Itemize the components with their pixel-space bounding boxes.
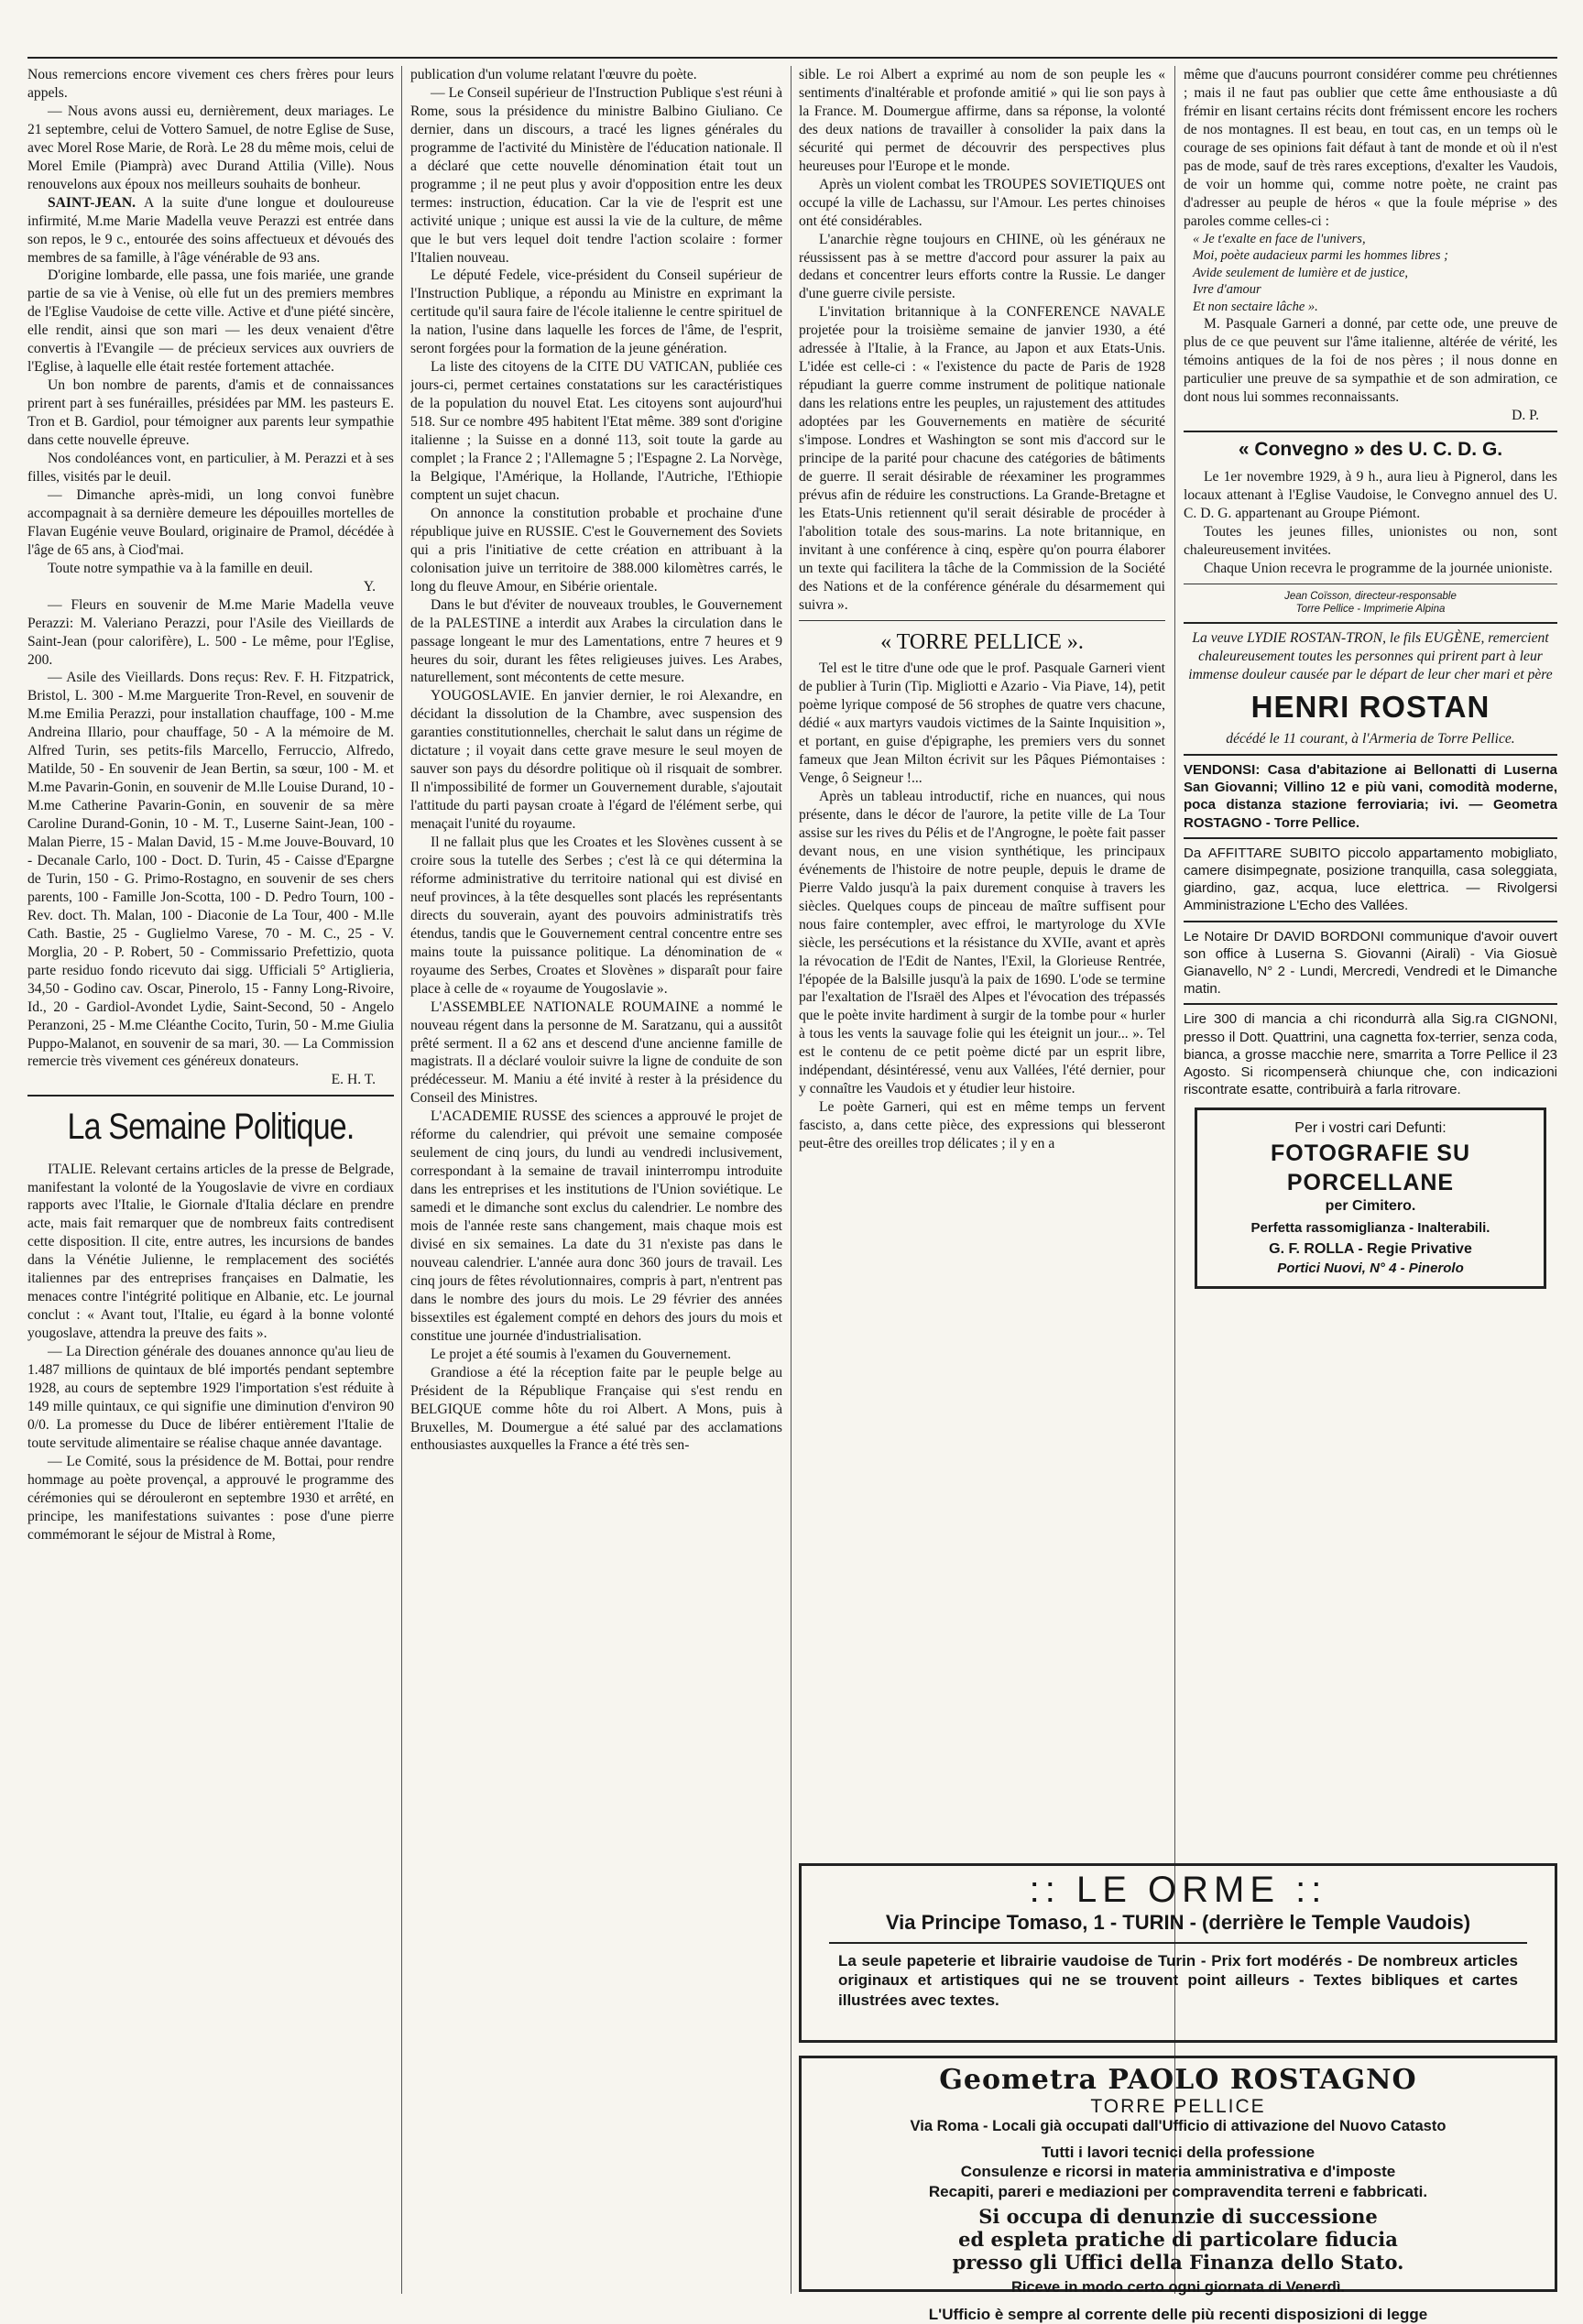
ad-address: Via Roma - Locali già occupati dall'Ufficio di attivazione del Nuovo Catasto <box>910 2118 1447 2134</box>
ad-line: Riceve in modo certo ogni giornata di Venerdì. <box>1011 2279 1345 2297</box>
column-2 <box>410 66 782 2294</box>
ad-line: Perfetta rassomiglianza - Inalterabili. <box>1250 1220 1490 1237</box>
ad-line: Si occupa di denunzie di successione <box>978 2204 1378 2228</box>
paragraph: L'anarchie règne toujours en CHINE, où les généraux ne réussissent pas à se mettre d'accord pour assurer la paix au dedans et concentrer leurs efforts contre la Russie. Le danger d'une guerre civile persiste. <box>799 231 1165 302</box>
signature: E. H. T. <box>331 1072 376 1088</box>
ad-le-orme <box>799 1863 1557 2043</box>
imprint-director: Jean Coïsson, directeur-responsable <box>1284 590 1457 602</box>
paragraph: Grandiose a été la réception faite par le peuple belge au Président de la République Française qui s'est rendu en BELGIQUE comme hôte du roi Albert. A Mons, puis à Bruxelles, M. Doumergue a été salué par des acclamations enthousiastes auxquelles la France a été très sen- <box>410 1364 782 1454</box>
paragraph: — Dimanche après-midi, un long convoi funèbre accompagnait à sa dernière demeure les dépouilles mortelles de Flavan Eugénie veuve Boulard, originaire de Pramol, décédée à l'âge de 65 ans, à Ciod'mai. <box>27 486 394 558</box>
divider <box>1184 431 1557 432</box>
ad-notaire: Le Notaire Dr DAVID BORDONI communique d'avoir ouvert son office à Luserna S. Giovanni (Airali) - Via Giosuè Gianavello, N° 2 - Lundi, Mercredi, Vendredi et le Dimanche matin. <box>1184 928 1557 998</box>
ad-geometra <box>799 2056 1557 2324</box>
paragraph: Le 1er novembre 1929, à 9 h., aura lieu à Pignerol, dans les locaux attenant à l'Eglise Vaudoise, le Convegno annuel des U. C. D. G. appartenant au Groupe Piémont. <box>1184 468 1557 521</box>
divider <box>829 1942 1527 1944</box>
ad-footer: L'Ufficio è sempre al corrente delle più recenti disposizioni di legge <box>928 2306 1428 2324</box>
ad-line: Tutti i lavori tecnici della professione <box>1041 2144 1316 2161</box>
paragraph: Toute notre sympathie va à la famille en deuil. <box>48 560 313 576</box>
ad-line: ed espleta pratiche di particolare fiducia <box>958 2227 1398 2251</box>
paragraph: — Fleurs en souvenir de M.me Marie Madella veuve Perazzi: M. Valeriano Perazzi, pour l'Asile des Vieillards de Saint-Jean (pour calorifère), L. 500 - Le même, pour l'Eglise, 200. <box>27 596 394 668</box>
paragraph: M. Pasquale Garneri a donné, par cette ode, une preuve de plus de ce que peuvent sur l'âme italienne, altérée de vérité, les témoins antiques de la foi de nos pères ; il nous donne en particulier une preuve de sa sympathie et de son admiration, ce dont nous lui sommes reconnaissants. <box>1184 316 1557 406</box>
ad-line: per Cimitero. <box>1325 1197 1416 1214</box>
paragraph: — Le Comité, sous la présidence de M. Bottai, pour rendre hommage au poète provençal, a approuvé le programme des cérémonies qui se dérouleront en septembre 1930 et arrêté, en principe, les manifestations suivantes : pose d'une pierre commémorant le séjour de Mistral à Rome, <box>27 1453 394 1543</box>
poem-line: Avide seulement de lumière et de justice, <box>1193 265 1409 280</box>
signature: D. P. <box>1512 408 1539 424</box>
ad-text: La seule papeterie et librairie vaudoise de Turin - Prix fort modérés - De nombreux articles originaux et artistiques qui ne se trouvent point ailleurs - Textes bibliques et cartes illustrées avec textes. <box>838 1952 1518 2009</box>
paragraph: L'invitation britannique à la CONFERENCE NAVALE projetée pour la troisième semaine de janvier 1930, a été adressée à l'Italie, à la France, au Japon et aux Etats-Unis. L'idée est celle-ci : « l'existence du pacte de Paris de 1928 répudiant la guerre comme instrument de politique nationale dans les relations entre les peuples, un rajustement des attitudes adoptées par les Gouvernements en matière de sécurité s'impose. Londres et Washington se sont mis d'accord sur le principe de la parité pour chacune des catégories de bâtiments de guerre. Il serait désirable de réexaminer les programmes prévus afin de réduire les constructions. La Grande-Bretagne et les Etats-Unis retiennent qu'il serait désirable de procéder à l'abolition totale des sous-marins. La note britannique, en invitant à une conférence à cinq, espère qu'on pourra élaborer un texte qui facilitera la tâche de la Commission de la Société des Nations et de la conférence générale du désarmement qui suivra ». <box>799 304 1165 613</box>
divider <box>1184 622 1557 624</box>
paragraph: Le poète Garneri, qui est en même temps un fervent fascisto, a, dans cette pièce, des expressions qui blesseront peut-être des oreilles trop délicates ; il y en a <box>799 1099 1165 1152</box>
column-1 <box>27 66 394 2294</box>
paragraph: Un bon nombre de parents, d'amis et de connaissances prirent part à ses funérailles, présidées par MM. les pasteurs E. Tron et B. Gardiol, pour témoigner aux parents leur sympathie dans cette nouvelle épreuve. <box>27 377 394 449</box>
section-title: « Convegno » des U. C. D. G. <box>1238 439 1503 461</box>
ad-line: Consulenze e ricorsi in materia amministrativa e d'imposte <box>960 2163 1396 2181</box>
paragraph: — Nous avons aussi eu, dernièrement, deux mariages. Le 21 septembre, celui de Vottero Samuel, de notre Eglise de Suse, avec Morel Rose Marie, de Rorà. Le 28 du même mois, celui de Morel Emile (Piamprà) avec Durand Attilia (Ville). Nous renouvelons aux époux nos meilleurs souhaits de bonheur. <box>27 103 394 192</box>
paragraph: sible. Le roi Albert a exprimé au nom de son peuple les « sentiments d'inaltérable et profonde amitié » qui lie son pays à la France. M. Doumergue affirme, dans sa réponse, la volonté des deux nations de travailler à consolider la paix dans la sécurité qui permet de découvrir des perspectives plus heureuses pour l'Europe et le monde. <box>799 67 1165 174</box>
paragraph: On annonce la constitution probable et prochaine d'une république juive en RUSSIE. C'est le Gouvernement des Soviets qui a pris l'initiative de cette création en attribuant à la colonisation juive un territoire de 388.000 kilomètres carrés, le long du fleuve Amour, en Sibérie orientale. <box>410 505 782 595</box>
paragraph: L'ASSEMBLEE NATIONALE ROUMAINE a nommé le nouveau régent dans la personne de M. Saratzanu, qui a aussitôt prêté serment. Il a 62 ans et descend d'une ancienne famille de magistrats. Il a déclaré vouloir suivre la ligne de conduite de son prédécesseur. M. Maniu a été invité à rester à la présidence du Conseil des Ministres. <box>410 998 782 1107</box>
paragraph: Nous remercions encore vivement ces chers frères pour leurs appels. <box>27 67 394 101</box>
paragraph: ITALIE. Relevant certains articles de la presse de Belgrade, manifestant la volonté de la Yougoslavie de vivre en cordiaux rapports avec l'Italie, le Giornale d'Italia déclare en prendre acte, mais fait remarquer que de nombreux faits contredisent cette disposition. Il cite, entre autres, les incursions de bandes dans la Vénétie Julienne, le remplacement des sociétés italiennes par des entreprises françaises en Dalmatie, les menaces contre l'intégrité politique en Albanie, etc. Le journal conclut : « Avant tout, l'Italie, eu égard à la bonne volonté yougoslave, attendra la preuve des faits ». <box>27 1161 394 1342</box>
paragraph: publication d'un volume relatant l'œuvre du poète. <box>410 67 697 82</box>
section-label: SAINT-JEAN. <box>48 194 136 211</box>
divider <box>799 620 1165 621</box>
paragraph: Le député Fedele, vice-président du Conseil supérieur de l'Instruction Publique, a répondu au Ministre en exprimant la certitude qu'il saura faire de l'école italienne le centre spirituel de la nation, l'usine dans laquelle les forces de l'âme, de l'esprit, seront forgées pour la formation de la jeune génération. <box>410 267 782 357</box>
ad-subtitle: Via Principe Tomaso, 1 - TURIN - (derrière le Temple Vaudois) <box>885 1911 1471 1934</box>
poem-line: Et non sectaire lâche ». <box>1193 299 1318 314</box>
obituary-text: La veuve LYDIE ROSTAN-TRON, le fils EUGÈNE, remercient chaleureusement toutes les personnes qui prirent part à leur immense douleur causée par le départ de leur cher mari et père <box>1188 630 1553 682</box>
paragraph: — Asile des Vieillards. Dons reçus: Rev. F. H. Fitzpatrick, Bristol, L. 300 - M.me Marguerite Tron-Revel, en souvenir de M.me Emilia Perazzi, pour installation chauffage, 100 - M.me Andreina Illario, pour chauffage, 50 - A la mémoire de M. Alfred Turin, ses petits-fils Marcello, Ferruccio, Alfredo, Matilde, 50 - En souvenir de Jean Bertin, sa sœur, 100 - M. et M.me Pavarin-Gonin, en souvenir de M.lle Louise Durand, 10 - M.me Catherine Pavarin-Gonin, en souvenir de sa mère Caroline Durand-Gonin, 10 - M. T., Luserne Saint-Jean, 100 - Malan Pierre, 15 - Malan David, 15 - M.me Jouve-Bouvard, 10 - Decanale Carlo, 100 - Doct. D. Turin, 45 - Caisse d'Epargne de Turin, 150 - G. Primo-Rostagno, en souvenir de ses chers parents, 100 - Famille Jon-Scotta, 100 - D. Pedro Tourn, 100 - Rev. doct. Th. Malan, 100 - Diaconie de La Tour, 400 - M.lle Cath. Bastie, 25 - Guglielmo Varese, 70 - M. C., 25 - V. Morglia, 20 - P. Robert, 50 - Commissario Prefettizio, quota parte residuo fondo ricevuto dai sigg. Ufficiali 5° Artiglieria, 34,50 - Godino cav. Oscar, Pinerolo, 15 - Fanny Long-Rivoire, Id., 20 - Gardiol-Avondet Lydie, Saint-Second, 50 - Angelo Peranzoni, 25 - M.me Cléanthe Cocito, Turin, 50 - M.me Giulia Puppo-Malanot, en souvenir de sa mari, 30. — La Commission remercie très vivement ces généreux donateurs. <box>27 670 394 1070</box>
section-title: « TORRE PELLICE ». <box>880 629 1084 654</box>
poem-line: « Je t'exalte en face de l'univers, <box>1193 231 1366 246</box>
ad-title: :: LE ORME :: <box>1029 1870 1327 1910</box>
paragraph: Après un violent combat les TROUPES SOVIETIQUES ont occupé la ville de Lachassu, sur l'Amour. Les pertes chinoises ont été considérables. <box>799 176 1165 229</box>
newspaper-page <box>27 57 1557 2324</box>
ad-title: FOTOGRAFIE SU PORCELLANE <box>1270 1140 1471 1195</box>
ad-vendonsi: VENDONSI: Casa d'abitazione ai Bellonatti di Luserna San Giovanni; Villino 12 e più vani, comodità moderne, poca distanza stazione ferroviaria; ivi. — Geometra ROSTAGNO - Torre Pellice. <box>1184 762 1557 831</box>
ad-title: Geometra PAOLO ROSTAGNO <box>939 2064 1417 2096</box>
paragraph: Chaque Union recevra le programme de la journée unioniste. <box>1204 560 1553 576</box>
imprint-printer: Torre Pellice - Imprimerie Alpina <box>1295 604 1446 616</box>
divider <box>1184 754 1557 756</box>
ad-mancia: Lire 300 di mancia a chi ricondurrà alla Sig.ra CIGNONI, presso il Dott. Quattrini, una cagnetta fox-terrier, senza coda, bianca, a grosse macchie nere, smarrita a Torre Pellice il 23 Agosto. Si ricompenserà chiunque che, con indicazioni riscontrate esatte, contribuirà a farla ritrovare. <box>1184 1011 1557 1098</box>
paragraph: Dans le but d'éviter de nouveaux troubles, le Gouvernement de la PALESTINE a interdit aux Arabes la circulation dans le passage longeant le mur des Lamentations, entre 7 heures et 9 heures du soir, durant les fêtes religieuses juives. Les Arabes, naturellement, sont mécontents de cette mesure. <box>410 596 782 686</box>
ad-line: Recapiti, pareri e mediazioni per compravendita terreni e fabbricati. <box>928 2182 1428 2200</box>
divider <box>27 1095 394 1097</box>
poem-line: Ivre d'amour <box>1193 282 1261 298</box>
paragraph: D'origine lombarde, elle passa, une fois mariée, une grande partie de sa vie à Venise, où elle fut un des premiers membres de l'Eglise Vaudoise de cette ville. Active et d'une piété sincère, elle rendit, ainsi que son mari — les deux venaient d'être convertis à l'Evangile — de précieux services aux ouvriers de l'Eglise, à laquelle elle était restée fortement attachée. <box>27 267 394 376</box>
paragraph: Le projet a été soumis à l'examen du Gouvernement. <box>431 1346 732 1362</box>
paragraph: A la suite d'une longue et douloureuse infirmité, M.me Marie Madella veuve Perazzi est entrée dans son repos, le 9 c., entourée des soins affectueux et dévoués des membres de sa famille, à l'âge vénérable de 93 ans. <box>27 194 394 266</box>
paragraph: même que d'aucuns pourront considérer comme peu chrétiennes ; mais il ne faut pas oublier que cette âme enthousiaste a dû frémir en lisant certains récits dont frémissent encore les rochers de nos montagnes. Il est beau, en tout cas, en un temps où le courage de ses opinions fait défaut à tant de monde et où il n'est pas de mode, sauf de très rares exceptions, d'exalter les Vaudois, de voir un homme qui, comme notre poète, ne craint pas d'adresser au peuple de héros « que la foule méprise » des paroles comme celles-ci : <box>1184 67 1557 229</box>
ad-line: G. F. ROLLA - Regie Privative <box>1269 1241 1472 1258</box>
poem-line: Moi, poète audacieux parmi les hommes libres ; <box>1193 248 1448 264</box>
divider <box>1184 1003 1557 1005</box>
divider <box>1184 837 1557 839</box>
paragraph: Toutes les jeunes filles, unionistes ou non, sont chaleureusement invitées. <box>1184 523 1557 558</box>
ad-city: TORRE PELLICE <box>1090 2096 1266 2117</box>
paragraph: — Le Conseil supérieur de l'Instruction Publique s'est réuni à Rome, sous la présidence du ministre Balbino Giuliano. Ce dernier, dans un discours, a tracé les lignes générales du programme de l'activité du Ministère de l'éducation nationale. Il a déclaré que cette nouvelle dénomination était tout un programme ; il ne peut plus y avoir d'opposition entre les deux termes: instruction, éducation. Car la vie de l'esprit est une activité unique ; unique est aussi la vie de la culture, de même que le but vers lequel doit tendre l'action scolaire : former l'Italien nouveau. <box>410 84 782 266</box>
ad-affittare: Da AFFITTARE SUBITO piccolo appartamento mobigliato, camere disimpegnate, posizione tranquilla, casa soleggiata, giardino, gaz, acqua, luce elettrica. — Rivolgersi Amministrazione L'Echo des Vallées. <box>1184 845 1557 914</box>
paragraph: — La Direction générale des douanes annonce qu'au lieu de 1.487 millions de quintaux de blé importés pendant septembre 1928, au cours de septembre 1929 l'importation s'est réduite à 149 mille quintaux, ce qui signifie une diminution d'environ 90 0/0. La promesse du Duce de libérer entièrement l'Italie de toute servitude alimentaire se réalise chaque année davantage. <box>27 1344 394 1451</box>
ad-fotografie <box>1195 1107 1546 1289</box>
paragraph: Il ne fallait plus que les Croates et les Slovènes cussent à se croire sous la tutelle des Serbes ; c'est là ce qui détermina la réforme administrative du territoire national qui est divisé en neuf provinces, à la tête desquelles sont placés les représentants directs du souverain, ayant des pouvoirs administratifs très étendus, tandis que le Gouvernement central concentre entre ses mains toute la puissance politique. La dénomination de « royaume des Serbes, Croates et Slovènes » disparaît pour faire place à celle de « royaume de Yougoslavie ». <box>410 835 782 997</box>
paragraph: L'ACADEMIE RUSSE des sciences a approuvé le projet de réforme du calendrier, qui prévoit une semaine composée seulement de cinq jours, du lundi au vendredi inclusivement, correspondant à la semaine de travail ininterrompu introduite dans les entreprises et les institutions de l'Union soviétique. Le samedi et le dimanche sont exclus du calendrier. Le nombre des mois de l'année reste sans changement, mais chaque mois est divisé en six semaines. La date du 31 n'existe pas dans le nouveau calendrier. L'année aura donc 360 jours de travail. Les cinq jours de fêtes révolutionnaires, compris à part, n'entrent pas dans le nombre des jours du mois. Le 29 février des années bissextiles est également compté en dehors des jours du mois et constitue une journée d'industrialisation. <box>410 1108 782 1344</box>
paragraph: La liste des citoyens de la CITE DU VATICAN, publiée ces jours-ci, permet certaines constatations sur les caractéristiques de la population du nouvel Etat. Les citoyens sont aujourd'hui 518. Sur ce nombre 495 habitent l'Etat même. 389 sont d'origine italienne ; la Suisse en a donné 113, soit toute la garde au complet ; la France 2 ; l'Allemagne 5 ; l'Espagne 2. La Norvège, la Belgique, l'Amérique, la Hollande, l'Autriche, l'Ethiopie comptent un sujet chacun. <box>410 359 782 503</box>
paragraph: Après un tableau introductif, riche en nuances, qui nous présente, dans le décor de l'aurore, la petite ville de La Tour assise sur les rives du Pélis et de l'Angrogne, le poète fait passer devant nous, en une vision synthétique, les principaux événements de l'histoire de notre peuple, depuis le drame de Pierre Valdo jusqu'à la paix durement conquise à travers les siècles. Quelques coups de pinceau de maître suffisent pour nous faire contempler, avec effroi, le martyrologe du XVIe siècle, les persécutions et la résistance du XVIIe, avant et après la révocation de l'Edit de Nantes, l'Exil, la Glorieuse Rentrée, l'épopée de la Balsille jusqu'à la paix de 1690. L'ode se termine par l'exaltation de l'Israël des Alpes et l'évocation des trépassés que le poète invite hardiment à surgir de la tombe pour « hurler à tous les vents la sauvage folie qui les éteignit un jour... ». Tel est le contenu de ce petit poème dicté par un esprit libre, indépendant, désintéressé, venu aux Vallées, l'été dernier, pour y connaître les Vaudois et y étudier leur histoire. <box>799 788 1165 1097</box>
column-rule <box>791 66 792 2294</box>
ad-line: Portici Nuovi, N° 4 - Pinerolo <box>1277 1260 1464 1276</box>
paragraph: Nos condoléances vont, en particulier, à M. Perazzi et à ses filles, visités par le deuil. <box>27 451 394 485</box>
column-rule <box>401 66 402 2294</box>
ad-line: presso gli Uffici della Finanza dello Stato. <box>952 2251 1404 2275</box>
paragraph: Tel est le titre d'une ode que le prof. Pasquale Garneri vient de publier à Turin (Tip. Migliotti e Azario - Via Piave, 14), petit poème lyrique composé de 56 strophes de quatre vers chacune, dédié « aux martyrs vaudois victimes de la Sainte Inquisition », et portant, en guise d'épigraphe, les premiers vers du sonnet fameux que Jean Milton écrivit sur les Pâques Piémontaises : Venge, ô Seigneur !... <box>799 660 1165 787</box>
signature: Y. <box>363 578 376 595</box>
column-4 <box>1184 66 1557 1797</box>
obituary-text: décédé le 11 courant, à l'Armeria de Torre Pellice. <box>1226 731 1515 747</box>
column-3 <box>799 66 1165 1797</box>
section-title: La Semaine Politique. <box>67 1107 355 1148</box>
divider <box>1184 921 1557 922</box>
paragraph: YOUGOSLAVIE. En janvier dernier, le roi Alexandre, en décidant la dissolution de la Chambre, avec suspension des garanties constitutionnelles, cherchait le salut dans un régime de dictature ; il voyait dans cette grave mesure le seul moyen de sauver son pays du désordre politique où il risquait de sombrer. Il n'impossibilité de former un Gouvernement durable, s'ajoutait l'attitude du parti paysan croate à l'égard de l'élément serbe, qui menaçait l'unité du royaume. <box>410 688 782 833</box>
obituary-name: HENRI ROSTAN <box>1250 689 1490 724</box>
ad-line: Per i vostri cari Defunti: <box>1294 1120 1447 1137</box>
